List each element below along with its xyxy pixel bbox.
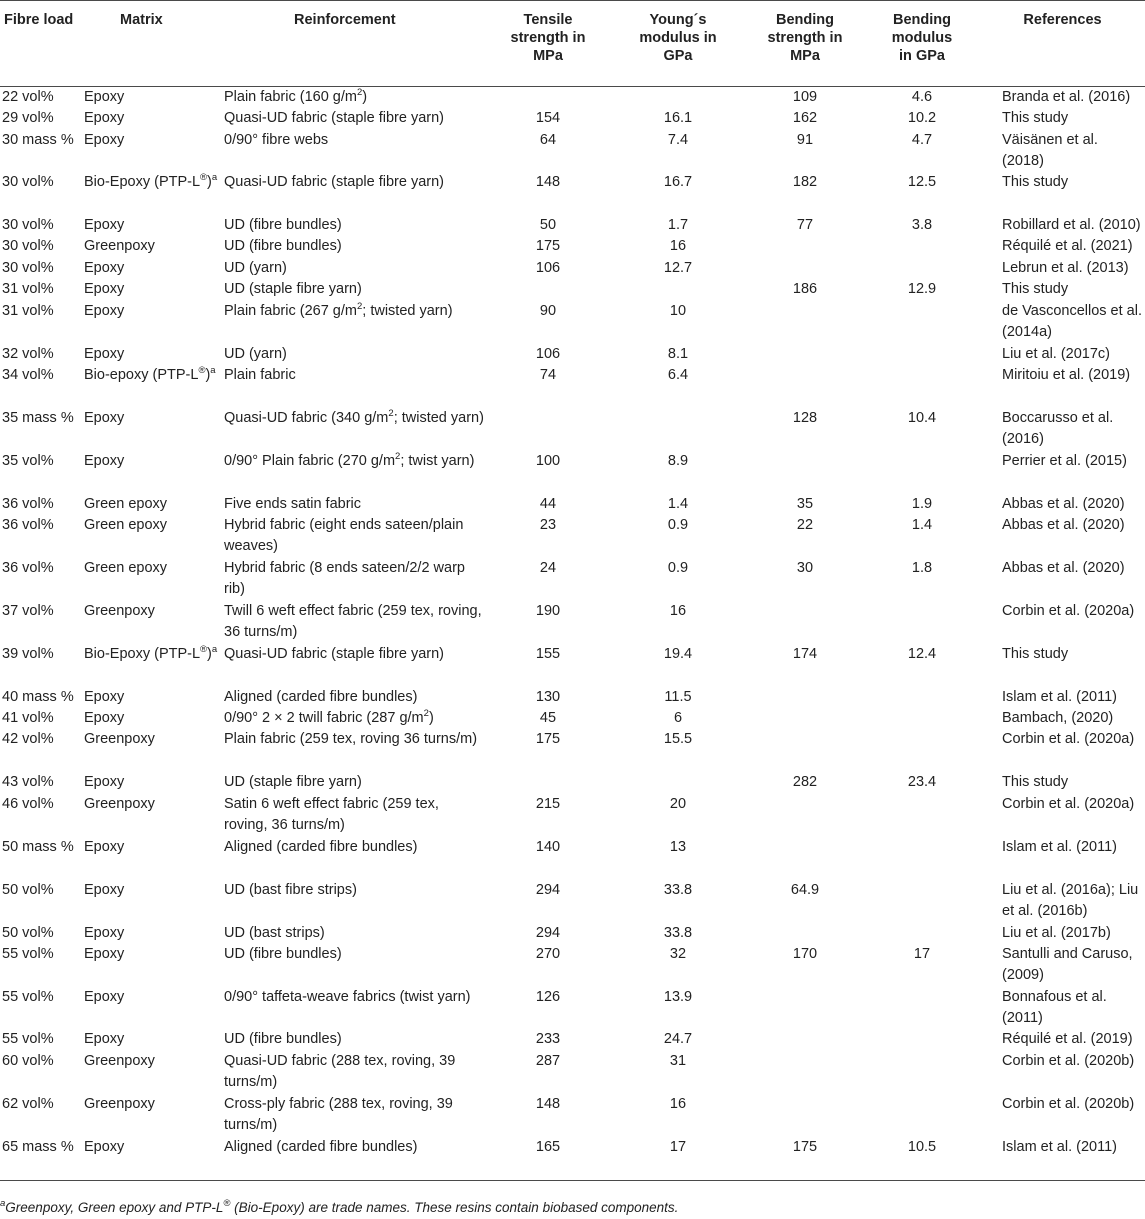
cell-bending-modulus [864, 880, 980, 923]
cell-fibre-load: 39 vol% [2, 646, 54, 662]
cell-reference: Santulli and Caruso, (2009) [1002, 946, 1133, 983]
cell-reference: This study [1002, 110, 1069, 126]
cell-bending-strength [746, 923, 864, 944]
cell-matrix: Epoxy [84, 110, 125, 126]
cell-bending-strength [746, 601, 864, 644]
cell-matrix: Greenpoxy [84, 731, 155, 747]
cell-bending-modulus [864, 236, 980, 258]
cell-youngs-modulus: 13 [669, 839, 687, 855]
cell-bending-modulus [864, 729, 980, 772]
cell-bending-modulus: 23.4 [907, 774, 937, 790]
cell-reference: Väisänen et al. (2018) [1002, 132, 1098, 169]
cell-reference: Islam et al. (2011) [980, 1137, 1145, 1180]
cell-fibre-load: 43 vol% [2, 774, 54, 790]
cell-tensile-strength: 287 [535, 1053, 561, 1069]
cell-matrix: Epoxy [84, 89, 125, 105]
cell-bending-strength [746, 1051, 864, 1094]
table-row [0, 794, 1145, 837]
cell-youngs-modulus: 17 [610, 1137, 746, 1180]
cell-reference: Robillard et al. (2010) [1002, 217, 1141, 233]
cell-tensile-strength: 190 [535, 603, 561, 619]
table-row [0, 365, 1145, 408]
cell-bending-modulus [864, 987, 980, 1029]
table-row [0, 130, 1145, 172]
cell-reinforcement: Quasi-UD fabric (staple fibre yarn) [224, 174, 444, 190]
cell-fibre-load: 46 vol% [2, 796, 54, 812]
cell-matrix: Epoxy [84, 689, 125, 705]
cell-matrix: Bio-epoxy $(PTP-L®)^a$ [84, 365, 216, 383]
cell-matrix: Greenpoxy [84, 1096, 155, 1112]
table-row [0, 644, 1145, 687]
cell-youngs-modulus: 16 [669, 1096, 687, 1112]
cell-bending-modulus: 1.8 [911, 560, 933, 576]
cell-youngs-modulus: 6.4 [667, 367, 689, 383]
cell-bending-strength [746, 1029, 864, 1051]
cell-reference: Liu et al. (2016a); Liu et al. (2016b) [1002, 882, 1139, 919]
cell-matrix: Epoxy [84, 882, 125, 898]
cell-reference: Réquilé et al. (2021) [1002, 238, 1133, 254]
cell-reinforcement: 0/90° fibre webs [224, 132, 329, 148]
cell-reinforcement: Quasi-UD fabric (staple fibre yarn) [224, 646, 444, 662]
cell-bending-modulus: 4.7 [911, 132, 933, 148]
cell-bending-strength: 175 [746, 1137, 864, 1180]
cell-reinforcement: Hybrid fabric (eight ends sateen/plain weaves) [224, 517, 464, 554]
table-footnote: $^a$Greenpoxy, Green epoxy and PTP-L® (Bio-Epoxy) are trade names. These resins contain biobased components. [0, 1198, 679, 1215]
cell-fibre-load: 55 vol% [2, 946, 54, 962]
cell-tensile-strength: 233 [535, 1031, 561, 1047]
table-row [0, 1029, 1145, 1051]
cell-bending-modulus: 3.8 [911, 217, 933, 233]
cell-bending-strength: 22 [796, 517, 814, 533]
cell-fibre-load: 30 vol% [2, 238, 54, 254]
cell-matrix: Bio-Epoxy $(PTP-L®)^a$ [84, 172, 218, 190]
cell-reference: Corbin et al. (2020b) [1002, 1053, 1135, 1069]
col-header-bending-modulus: Bending modulus in GPa [864, 1, 980, 87]
table-row [0, 708, 1145, 729]
cell-bending-modulus: 17 [913, 946, 931, 962]
cell-bending-strength [746, 451, 864, 494]
table-row [0, 279, 1145, 301]
cell-youngs-modulus: 16 [669, 238, 687, 254]
cell-tensile-strength: 126 [535, 989, 561, 1005]
cell-bending-strength: 170 [792, 946, 818, 962]
cell-reinforcement: UD (yarn) [224, 260, 287, 276]
cell-reinforcement: UD (fibre bundles) [224, 946, 342, 962]
table-row [0, 215, 1145, 236]
cell-bending-strength: 109 [792, 89, 818, 105]
cell-bending-strength: 182 [792, 174, 818, 190]
cell-bending-modulus [864, 365, 980, 408]
cell-reinforcement: UD (staple fibre yarn) [224, 774, 362, 790]
cell-reference: Réquilé et al. (2019) [1002, 1031, 1133, 1047]
cell-matrix: Epoxy [84, 1031, 125, 1047]
cell-fibre-load: 30 vol% [2, 260, 54, 276]
cell-tensile-strength: 106 [535, 260, 561, 276]
cell-bending-strength [746, 365, 864, 408]
cell-reinforcement: UD (staple fibre yarn) [224, 281, 362, 297]
col-header-youngs-modulus: Young´s modulus in GPa [610, 1, 746, 87]
cell-youngs-modulus: 10 [669, 303, 687, 319]
cell-matrix: Epoxy [84, 453, 125, 469]
cell-fibre-load: 50 vol% [2, 925, 54, 941]
cell-tensile-strength: 148 [535, 174, 561, 190]
cell-tensile-strength: 45 [539, 710, 557, 726]
cell-tensile-strength: 154 [535, 110, 561, 126]
cell-reinforcement: Plain fabric [224, 367, 296, 383]
cell-bending-strength: 64.9 [790, 882, 820, 898]
col-header-reinforcement: Reinforcement [222, 1, 486, 87]
cell-bending-modulus: 10.5 [864, 1137, 980, 1180]
cell-fibre-load: 40 mass % [2, 689, 74, 705]
table-row [0, 494, 1145, 515]
cell-fibre-load: 42 vol% [2, 731, 54, 747]
table-row [0, 558, 1145, 601]
cell-youngs-modulus: 7.4 [667, 132, 689, 148]
table-row [0, 172, 1145, 215]
cell-matrix: Epoxy [84, 260, 125, 276]
cell-fibre-load: 36 vol% [2, 560, 54, 576]
cell-matrix: Epoxy [84, 217, 125, 233]
table-row [0, 987, 1145, 1029]
table-row [0, 108, 1145, 130]
cell-reference: Liu et al. (2017c) [1002, 346, 1111, 362]
cell-tensile-strength: 100 [535, 453, 561, 469]
table-row [0, 601, 1145, 644]
cell-reinforcement: UD (fibre bundles) [224, 1031, 342, 1047]
cell-matrix: Epoxy [80, 1137, 222, 1180]
cell-reference: Bonnafous et al. (2011) [1002, 989, 1107, 1026]
cell-tensile-strength: 175 [535, 731, 561, 747]
cell-tensile-strength: 50 [539, 217, 557, 233]
cell-tensile-strength: 106 [535, 346, 561, 362]
cell-matrix: Epoxy [84, 710, 125, 726]
cell-youngs-modulus [610, 408, 746, 451]
cell-youngs-modulus: 15.5 [663, 731, 693, 747]
table-row [0, 1051, 1145, 1094]
table-row [0, 258, 1145, 279]
cell-bending-strength: 174 [792, 646, 818, 662]
cell-youngs-modulus: 31 [669, 1053, 687, 1069]
cell-bending-strength: 282 [792, 774, 818, 790]
cell-reference: Abbas et al. (2020) [1002, 496, 1125, 512]
cell-bending-modulus [864, 1029, 980, 1051]
cell-bending-modulus [864, 451, 980, 494]
cell-youngs-modulus: 16 [669, 603, 687, 619]
cell-reference: This study [1002, 281, 1069, 297]
cell-bending-modulus: 10.4 [907, 410, 937, 426]
cell-fibre-load: 35 vol% [2, 453, 54, 469]
cell-youngs-modulus [610, 87, 746, 109]
cell-tensile-strength: 140 [535, 839, 561, 855]
cell-matrix: Green epoxy [84, 560, 168, 576]
cell-bending-strength [746, 301, 864, 344]
cell-reinforcement: 0/90° 2 × 2 twill fabric (287 $g/m^2$) [224, 708, 434, 726]
cell-reinforcement: Aligned (carded fibre bundles) [224, 839, 418, 855]
cell-bending-strength: 91 [796, 132, 814, 148]
cell-reinforcement: Quasi-UD fabric (288 tex, roving, 39 turns/m) [224, 1053, 456, 1090]
cell-fibre-load: 37 vol% [2, 603, 54, 619]
cell-fibre-load: 60 vol% [2, 1053, 54, 1069]
cell-youngs-modulus: 32 [669, 946, 687, 962]
cell-reference: Boccarusso et al. (2016) [1002, 410, 1114, 447]
cell-reference: Liu et al. (2017b) [1002, 925, 1111, 941]
cell-tensile-strength: 294 [535, 925, 561, 941]
cell-youngs-modulus: 12.7 [663, 260, 693, 276]
cell-bending-strength [746, 794, 864, 837]
table-row [0, 344, 1145, 365]
cell-fibre-load: 34 vol% [2, 367, 54, 383]
cell-youngs-modulus: 19.4 [663, 646, 693, 662]
cell-bending-strength [746, 687, 864, 708]
cell-fibre-load: 30 vol% [2, 174, 54, 190]
cell-fibre-load: 31 vol% [2, 303, 54, 319]
cell-fibre-load: 50 mass % [2, 839, 74, 855]
cell-tensile-strength: 155 [535, 646, 561, 662]
cell-reference: This study [1002, 774, 1069, 790]
cell-bending-modulus: 4.6 [911, 89, 933, 105]
cell-youngs-modulus: 16.7 [663, 174, 693, 190]
table-row [0, 729, 1145, 772]
cell-matrix: Greenpoxy [84, 238, 155, 254]
cell-youngs-modulus: 0.9 [667, 517, 689, 533]
table-row [0, 87, 1145, 109]
cell-fibre-load: 36 vol% [2, 517, 54, 533]
cell-bending-modulus [864, 708, 980, 729]
cell-tensile-strength: 215 [535, 796, 561, 812]
table-row [0, 687, 1145, 708]
cell-tensile-strength: 270 [535, 946, 561, 962]
col-header-matrix: Matrix [80, 1, 222, 87]
cell-matrix: Bio-Epoxy $(PTP-L®)^a$ [84, 644, 218, 662]
cell-bending-strength: 186 [792, 281, 818, 297]
cell-reference: Islam et al. (2011) [1002, 689, 1117, 705]
cell-youngs-modulus: 8.1 [667, 346, 689, 362]
cell-reference: Perrier et al. (2015) [1002, 453, 1127, 469]
cell-reinforcement: UD (bast fibre strips) [224, 882, 357, 898]
cell-fibre-load: 62 vol% [2, 1096, 54, 1112]
cell-reference: Bambach, (2020) [1002, 710, 1114, 726]
cell-reinforcement: Cross-ply fabric (288 tex, roving, 39 turns/m) [224, 1096, 453, 1133]
cell-reinforcement: Satin 6 weft effect fabric (259 tex, roving, 36 turns/m) [224, 796, 439, 833]
cell-reference: This study [1002, 174, 1069, 190]
cell-reinforcement: Quasi-UD fabric (staple fibre yarn) [224, 110, 444, 126]
cell-youngs-modulus: 20 [669, 796, 687, 812]
cell-fibre-load: 36 vol% [2, 496, 54, 512]
cell-matrix: Greenpoxy [84, 1053, 155, 1069]
cell-bending-strength: 30 [796, 560, 814, 576]
cell-reinforcement: Plain fabric (267 $g/m^2$; twisted yarn) [224, 301, 453, 319]
cell-matrix: Greenpoxy [84, 603, 155, 619]
table-row [0, 837, 1145, 880]
cell-reference: Islam et al. (2011) [1002, 839, 1117, 855]
cell-reinforcement: UD (bast strips) [224, 925, 325, 941]
cell-youngs-modulus: 8.9 [667, 453, 689, 469]
table-row [0, 515, 1145, 558]
table-row [0, 408, 1145, 451]
cell-tensile-strength: 175 [535, 238, 561, 254]
cell-tensile-strength: 44 [539, 496, 557, 512]
cell-youngs-modulus: 0.9 [667, 560, 689, 576]
cell-bending-strength [746, 987, 864, 1029]
cell-bending-modulus [864, 258, 980, 279]
cell-reference: Corbin et al. (2020a) [1002, 731, 1135, 747]
cell-matrix: Epoxy [84, 839, 125, 855]
cell-youngs-modulus [610, 772, 746, 794]
cell-youngs-modulus: 13.9 [663, 989, 693, 1005]
col-header-bending-strength: Bending strength in MPa [746, 1, 864, 87]
cell-bending-modulus: 1.4 [911, 517, 933, 533]
cell-reference: This study [1002, 646, 1069, 662]
cell-bending-strength [746, 258, 864, 279]
cell-youngs-modulus: 24.7 [663, 1031, 693, 1047]
table-row [0, 1137, 1145, 1180]
cell-youngs-modulus: 1.7 [667, 217, 689, 233]
cell-reference: Corbin et al. (2020a) [1002, 603, 1135, 619]
cell-reference: Miritoiu et al. (2019) [1002, 367, 1131, 383]
table-row [0, 1094, 1145, 1137]
cell-bending-modulus [864, 794, 980, 837]
cell-bending-strength [746, 837, 864, 880]
cell-tensile-strength: 24 [539, 560, 557, 576]
cell-bending-modulus [864, 1094, 980, 1137]
cell-reinforcement: UD (fibre bundles) [224, 238, 342, 254]
cell-reference: Branda et al. (2016) [1002, 89, 1131, 105]
cell-bending-modulus: 12.9 [907, 281, 937, 297]
cell-tensile-strength: 165 [486, 1137, 610, 1180]
cell-matrix: Epoxy [84, 346, 125, 362]
cell-matrix: Epoxy [84, 410, 125, 426]
cell-reference: Corbin et al. (2020b) [1002, 1096, 1135, 1112]
cell-reference: de Vasconcellos et al. (2014a) [1002, 303, 1142, 340]
cell-bending-modulus: 12.5 [907, 174, 937, 190]
cell-tensile-strength: 90 [539, 303, 557, 319]
cell-fibre-load: 35 mass % [2, 410, 74, 426]
cell-tensile-strength [486, 87, 610, 109]
table-row [0, 301, 1145, 344]
cell-bending-modulus: 10.2 [907, 110, 937, 126]
cell-reinforcement: Aligned (carded fibre bundles) [222, 1137, 486, 1180]
cell-bending-modulus: 12.4 [907, 646, 937, 662]
table-row [0, 772, 1145, 794]
cell-reference: Abbas et al. (2020) [1002, 517, 1125, 533]
table-row [0, 236, 1145, 258]
cell-fibre-load: 65 mass % [0, 1137, 80, 1180]
col-header-references: References [980, 1, 1145, 87]
cell-youngs-modulus: 33.8 [663, 882, 693, 898]
cell-matrix: Epoxy [84, 946, 125, 962]
cell-youngs-modulus: 1.4 [667, 496, 689, 512]
cell-matrix: Epoxy [84, 303, 125, 319]
cell-fibre-load: 30 vol% [2, 217, 54, 233]
cell-fibre-load: 31 vol% [2, 281, 54, 297]
cell-tensile-strength: 294 [535, 882, 561, 898]
cell-youngs-modulus: 16.1 [663, 110, 693, 126]
cell-matrix: Green epoxy [84, 517, 168, 533]
cell-reference: Corbin et al. (2020a) [1002, 796, 1135, 812]
cell-fibre-load: 55 vol% [2, 989, 54, 1005]
cell-bending-modulus [864, 301, 980, 344]
header-row [0, 1, 1145, 87]
cell-youngs-modulus: 6 [673, 710, 683, 726]
cell-tensile-strength [486, 772, 610, 794]
cell-bending-modulus [864, 1051, 980, 1094]
cell-bending-strength: 35 [796, 496, 814, 512]
cell-bending-modulus [864, 601, 980, 644]
cell-youngs-modulus: 33.8 [663, 925, 693, 941]
table-row [0, 923, 1145, 944]
table-row [0, 880, 1145, 923]
cell-reference: Lebrun et al. (2013) [1002, 260, 1129, 276]
table-row [0, 451, 1145, 494]
cell-bending-strength [746, 708, 864, 729]
cell-matrix: Epoxy [84, 925, 125, 941]
cell-reinforcement: 0/90° taffeta-weave fabrics (twist yarn) [224, 989, 471, 1005]
col-header-fibre-load: Fibre load [0, 1, 80, 87]
cell-matrix: Epoxy [84, 281, 125, 297]
cell-tensile-strength [486, 408, 610, 451]
cell-bending-modulus [864, 344, 980, 365]
cell-bending-strength [746, 236, 864, 258]
cell-reinforcement: Five ends satin fabric [224, 496, 362, 512]
cell-fibre-load: 55 vol% [2, 1031, 54, 1047]
cell-bending-strength [746, 344, 864, 365]
cell-youngs-modulus: 11.5 [664, 689, 692, 705]
cell-bending-strength: 128 [792, 410, 818, 426]
cell-tensile-strength: 23 [539, 517, 557, 533]
cell-fibre-load: 50 vol% [2, 882, 54, 898]
cell-matrix: Green epoxy [84, 496, 168, 512]
table-row [0, 944, 1145, 987]
cell-fibre-load: 22 vol% [2, 89, 54, 105]
cell-fibre-load: 29 vol% [2, 110, 54, 126]
cell-reference: Abbas et al. (2020) [1002, 560, 1125, 576]
cell-reinforcement: Hybrid fabric (8 ends sateen/2/2 warp rib) [224, 560, 465, 597]
cell-matrix: Epoxy [84, 774, 125, 790]
cell-tensile-strength: 74 [539, 367, 557, 383]
cell-reinforcement: Quasi-UD fabric (340 $g/m^2$; twisted yarn) [224, 408, 484, 426]
cell-bending-strength [746, 1094, 864, 1137]
cell-matrix: Epoxy [84, 989, 125, 1005]
cell-bending-strength: 162 [792, 110, 818, 126]
cell-youngs-modulus [610, 279, 746, 301]
cell-bending-modulus [864, 687, 980, 708]
col-header-tensile-strength: Tensile strength in MPa [486, 1, 610, 87]
cell-reinforcement: UD (yarn) [224, 346, 287, 362]
cell-bending-strength [746, 729, 864, 772]
cell-reinforcement: 0/90° Plain fabric (270 $g/m^2$; twist yarn) [224, 451, 475, 469]
cell-fibre-load: 32 vol% [2, 346, 54, 362]
cell-tensile-strength: 130 [535, 689, 561, 705]
cell-bending-strength: 77 [796, 217, 814, 233]
cell-bending-modulus [864, 923, 980, 944]
cell-reinforcement: Plain fabric (259 tex, roving 36 turns/m) [224, 731, 478, 747]
cell-fibre-load: 41 vol% [2, 710, 54, 726]
cell-fibre-load: 30 mass % [2, 132, 74, 148]
cell-tensile-strength [486, 279, 610, 301]
cell-reinforcement: Plain fabric (160 $g/m^2$) [224, 87, 368, 105]
cell-bending-modulus: 1.9 [911, 496, 933, 512]
cell-reinforcement: UD (fibre bundles) [224, 217, 342, 233]
cell-matrix: Epoxy [84, 132, 125, 148]
cell-tensile-strength: 148 [535, 1096, 561, 1112]
cell-bending-modulus [864, 837, 980, 880]
cell-matrix: Greenpoxy [84, 796, 155, 812]
cell-reinforcement: Aligned (carded fibre bundles) [224, 689, 418, 705]
cell-reinforcement: Twill 6 weft effect fabric (259 tex, roving, 36 turns/m) [224, 603, 482, 640]
cell-tensile-strength: 64 [539, 132, 557, 148]
